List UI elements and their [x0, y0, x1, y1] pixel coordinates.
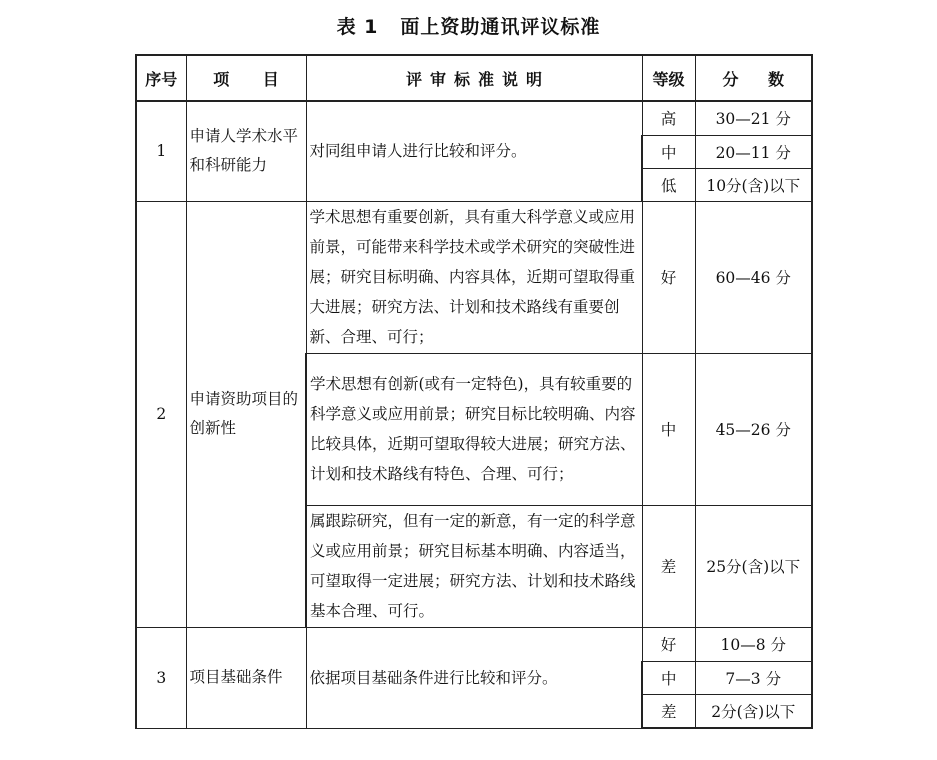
score-cell: 2分(含)以下 — [695, 694, 812, 728]
table-row — [136, 101, 812, 135]
score-cell: 20—11 分 — [695, 135, 812, 168]
header-seq: 序号 — [136, 55, 186, 101]
score-cell: 60—46 分 — [695, 201, 812, 353]
header-score: 分 数 — [695, 55, 812, 101]
row-criteria: 依据项目基础条件进行比较和评分。 — [306, 627, 642, 728]
header-row — [136, 55, 812, 101]
grade-cell: 中 — [642, 135, 695, 168]
grade-cell: 低 — [642, 168, 695, 201]
table-title — [0, 12, 937, 39]
grade-cell: 高 — [642, 101, 695, 135]
header-grade: 等级 — [642, 55, 695, 101]
grade-cell: 中 — [642, 353, 695, 505]
score-cell: 45—26 分 — [695, 353, 812, 505]
row-seq: 3 — [136, 627, 186, 728]
score-cell: 10—8 分 — [695, 627, 812, 661]
grade-cell: 好 — [642, 627, 695, 661]
grade-cell: 中 — [642, 661, 695, 694]
grade-cell: 好 — [642, 201, 695, 353]
table-row — [136, 201, 812, 353]
table-caption: 面上资助通讯评议标准 — [400, 16, 601, 38]
row-item: 申请资助项目的创新性 — [186, 201, 306, 627]
evaluation-criteria-table — [135, 54, 813, 729]
score-cell: 7—3 分 — [695, 661, 812, 694]
table-row — [136, 627, 812, 661]
row-seq: 2 — [136, 201, 186, 627]
row-criteria: 属跟踪研究，但有一定的新意，有一定的科学意义或应用前景；研究目标基本明确、内容适当，可望取得一定进展；研究方法、计划和技术路线基本合理、可行。 — [306, 505, 642, 627]
row-criteria: 对同组申请人进行比较和评分。 — [306, 101, 642, 201]
score-cell: 30—21 分 — [695, 101, 812, 135]
score-cell: 10分(含)以下 — [695, 168, 812, 201]
header-item: 项 目 — [186, 55, 306, 101]
row-seq: 1 — [136, 101, 186, 201]
row-criteria: 学术思想有创新(或有一定特色)，具有较重要的科学意义或应用前景；研究目标比较明确、内容比较具体，近期可望取得较大进展；研究方法、计划和技术路线有特色、合理、可行； — [306, 353, 642, 505]
row-criteria: 学术思想有重要创新，具有重大科学意义或应用前景，可能带来科学技术或学术研究的突破性进展；研究目标明确、内容具体，近期可望取得重大进展；研究方法、计划和技术路线有重要创新、合理、可行； — [306, 201, 642, 353]
row-item: 项目基础条件 — [186, 627, 306, 728]
row-item: 申请人学术水平和科研能力 — [186, 101, 306, 201]
grade-cell: 差 — [642, 505, 695, 627]
grade-cell: 差 — [642, 694, 695, 728]
table-number: 表 1 — [336, 16, 379, 38]
header-criteria: 评审标准说明 — [306, 55, 642, 101]
score-cell: 25分(含)以下 — [695, 505, 812, 627]
